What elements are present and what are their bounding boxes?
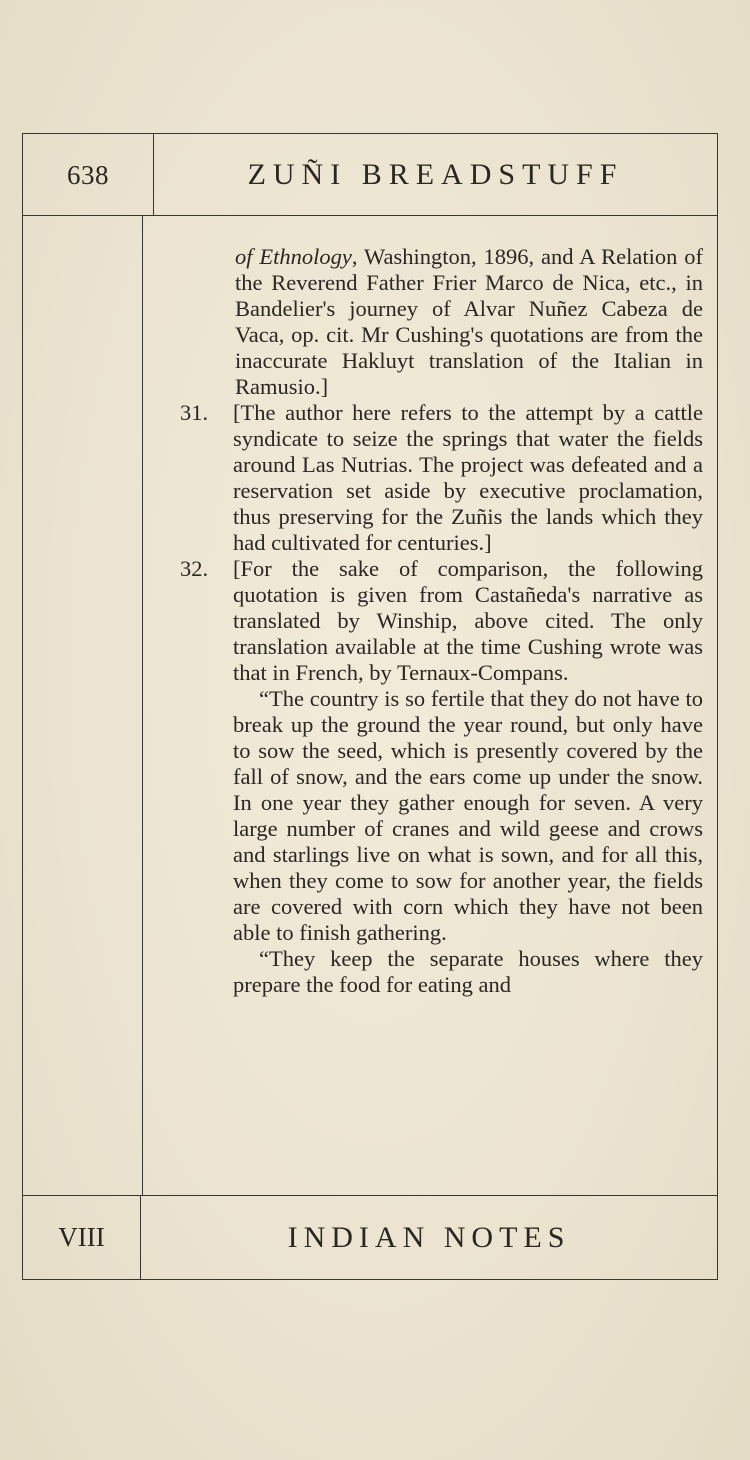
series-title: INDIAN NOTES	[287, 1220, 571, 1254]
footnote-text: [For the sake of comparison, the following quotation is given from Castañeda's narrative as translated by Winship, above cited. The only translation available at the time Cushing wrote was that in French, by Ternaux-Compans.	[233, 556, 703, 685]
footnotes-text	[143, 216, 703, 998]
volume-number: VIII	[23, 1196, 141, 1279]
note-continuation	[143, 244, 703, 400]
page-number: 638	[23, 134, 154, 216]
page-header	[23, 134, 717, 216]
page-frame	[22, 133, 718, 1280]
running-title: ZUÑI BREADSTUFF	[247, 158, 624, 191]
page-footer	[23, 1195, 717, 1279]
footnote-number: 32.	[180, 556, 209, 581]
footnote-31	[143, 400, 703, 556]
continuation-text: , Washington, 1896, and A Relation of the Reverend Father Frier Marco de Nica, etc., in Bandelier's journey of Alvar Nuñez Cabeza de Vaca, op. cit. Mr Cushing's quotations are from the inaccurate Hakluyt translation of the Italian in Ramusio.]	[235, 244, 703, 399]
quote-paragraph-1: “The country is so fertile that they do not have to break up the ground the year round, but only have to sow the seed, which is presently covered by the fall of snow, and the ears come up under the snow. In one year they gather enough for seven. A very large number of cranes and wild geese and crows and starlings live on what is sown, and for all this, when they come to sow for another year, the fields are covered with corn which they have not been able to finish gathering.	[233, 686, 703, 945]
quote-paragraph-2: “They keep the separate houses where they prepare the food for eating and	[233, 946, 703, 997]
footnote-32	[143, 556, 703, 686]
margin-column	[23, 216, 143, 1195]
footnote-text: [The author here refers to the attempt by a cattle syndicate to seize the springs that water the fields around Las Nutrias. The project was defeated and a reservation set aside by executive proclamation, thus preserving for the Zuñis the lands which they had cultivated for centuries.]	[233, 400, 703, 555]
italic-title: of Ethnology	[235, 244, 352, 269]
page-body	[143, 216, 703, 1195]
footnote-number: 31.	[180, 400, 209, 425]
